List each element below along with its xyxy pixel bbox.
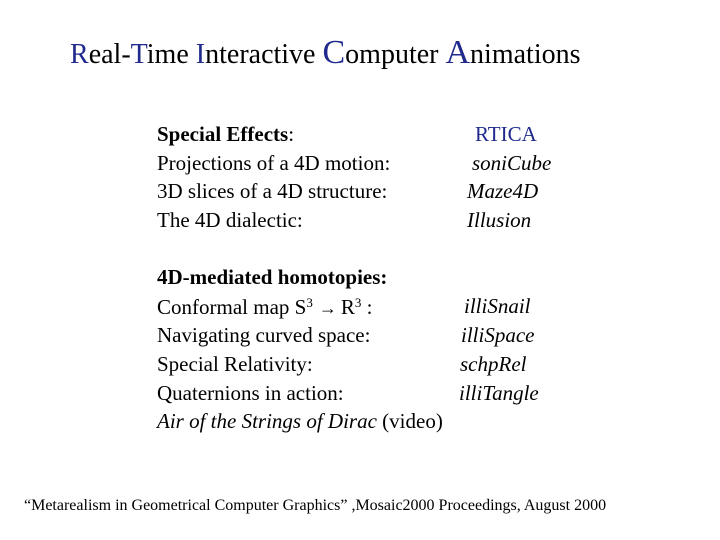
citation-footer: “Metarealism in Geometrical Computer Graphics” ,Mosaic2000 Proceedings, August 2000 bbox=[24, 497, 607, 514]
row-projections-value: soniCube bbox=[472, 151, 552, 175]
section2-heading: 4D-mediated homotopies: bbox=[157, 265, 388, 289]
title-initial-a: A bbox=[445, 34, 471, 71]
row-relativity-label: Special Relativity: bbox=[157, 352, 313, 376]
title-initial-t: T bbox=[130, 39, 147, 70]
title-word-animations: nimations bbox=[470, 39, 581, 70]
rtica-label: RTICA bbox=[475, 122, 537, 146]
row-navigating-label: Navigating curved space: bbox=[157, 323, 371, 347]
row-navigating-value: illiSpace bbox=[461, 323, 535, 347]
row-slices-label: 3D slices of a 4D structure: bbox=[157, 179, 388, 203]
title-word-computer: omputer bbox=[345, 39, 446, 70]
title-word-time: ime bbox=[146, 39, 196, 70]
section1-heading-text: Special Effects bbox=[157, 122, 289, 146]
conformal-post: : bbox=[361, 295, 373, 319]
title-initial-c: C bbox=[322, 34, 346, 71]
conformal-sup1: 3 bbox=[306, 295, 313, 310]
row-dirac bbox=[157, 411, 443, 432]
row-quaternions-value: illiTangle bbox=[459, 381, 539, 405]
row-relativity-value: schpRel bbox=[460, 352, 527, 376]
conformal-sup2: 3 bbox=[354, 295, 362, 310]
row-quaternions-label: Quaternions in action: bbox=[157, 381, 344, 405]
row-projections-label: Projections of a 4D motion: bbox=[157, 151, 391, 175]
conformal-mid: R bbox=[340, 295, 355, 319]
conformal-pre: Conformal map S bbox=[157, 295, 307, 319]
section1-heading bbox=[157, 124, 294, 145]
title-word-interactive: nteractive bbox=[205, 39, 323, 70]
slide-title bbox=[70, 34, 581, 72]
dirac-title: Air of the Strings of Dirac bbox=[157, 409, 377, 433]
title-word-real: eal- bbox=[88, 39, 131, 70]
right-arrow-icon: → bbox=[318, 298, 337, 318]
dirac-video-note: (video) bbox=[376, 409, 443, 433]
row-slices-value: Maze4D bbox=[467, 179, 539, 203]
title-initial-r: R bbox=[70, 39, 89, 70]
title-initial-i: I bbox=[195, 39, 206, 70]
row-dialectic-value: Illusion bbox=[467, 208, 532, 232]
row-conformal-value: illiSnail bbox=[464, 294, 531, 318]
section1-heading-colon: : bbox=[288, 122, 295, 146]
row-dialectic-label: The 4D dialectic: bbox=[157, 208, 303, 232]
row-conformal-label bbox=[157, 296, 372, 318]
